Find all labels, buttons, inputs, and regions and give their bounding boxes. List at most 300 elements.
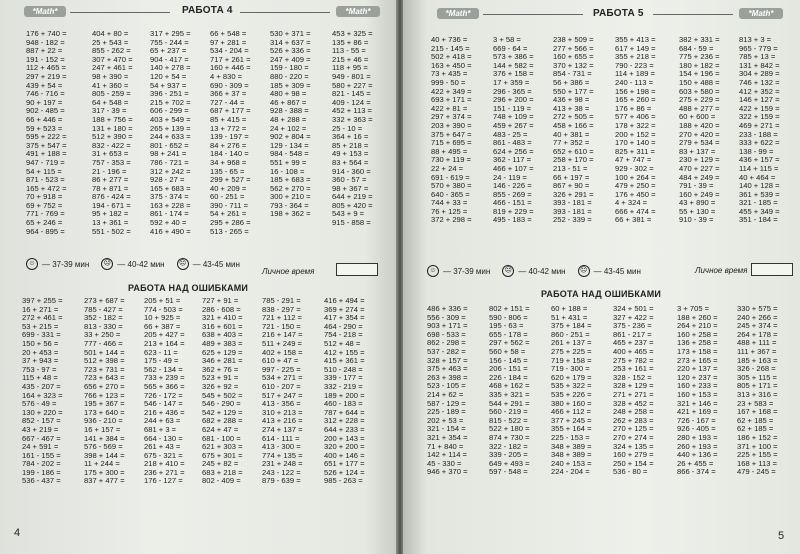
exercise: 60 - 251 = xyxy=(210,192,245,202)
exercise: 78 + 871 = xyxy=(92,183,129,193)
exercise: 191 - 152 = xyxy=(26,54,65,64)
exercise: 264 + 210 = xyxy=(677,321,718,331)
exercise: 45 - 330 = xyxy=(427,458,462,468)
exercise-column xyxy=(324,297,380,486)
exercise: 189 + 200 = xyxy=(324,390,365,400)
exercise: 320 + 200 = xyxy=(324,442,365,452)
exercise: 802 - 409 = xyxy=(202,476,241,486)
exercise: 682 + 288 = xyxy=(202,416,243,426)
exercise: 522 + 180 = xyxy=(489,424,530,434)
corrections-grid xyxy=(427,305,793,477)
exercise: 244 + 633 = xyxy=(150,132,191,142)
exercise: 173 + 640 = xyxy=(84,407,125,417)
exercise: 297 + 219 = xyxy=(26,71,67,81)
exercise: 511 + 249 = xyxy=(262,338,302,348)
exercise: 546 - 290 = xyxy=(202,399,241,409)
exercise: 163 + 228 = xyxy=(150,200,191,210)
exercise: 404 + 80 = xyxy=(92,29,129,38)
exercise: 310 + 213 = xyxy=(262,407,303,417)
exercise: 146 - 226 = xyxy=(493,181,532,191)
exercise: 271 + 271 = xyxy=(613,389,654,399)
exercise: 469 + 271 = xyxy=(739,120,780,130)
exercise: 371 + 100 = xyxy=(737,441,778,451)
exercise: 690 - 309 = xyxy=(210,80,249,90)
exercise: 243 - 122 = xyxy=(262,467,301,477)
exercise: 252 - 339 = xyxy=(553,215,592,225)
exercise-column xyxy=(737,305,793,477)
exercise: 786 - 721 = xyxy=(150,157,189,167)
exercise: 458 + 166 = xyxy=(553,120,594,130)
exercise: 51 + 431 = xyxy=(551,312,588,322)
page-number: 4 xyxy=(14,527,21,539)
exercise: 480 + 98 = xyxy=(270,89,307,99)
exercise: 247 + 461 = xyxy=(92,63,133,73)
exercise: 903 + 171 = xyxy=(427,321,468,331)
exercise: 270 + 274 = xyxy=(613,432,654,442)
exercise: 321 - 185 = xyxy=(739,198,778,208)
exercise: 154 + 196 = xyxy=(679,69,720,79)
exercise: 62 + 185 = xyxy=(737,424,774,434)
exercise: 785 + 13 = xyxy=(739,52,776,62)
exercise: 393 - 181 = xyxy=(553,206,592,216)
exercise: 382 + 331 = xyxy=(679,35,720,44)
exercise: 366 + 37 = xyxy=(210,89,247,99)
exercise: 272 + 505 = xyxy=(553,112,594,122)
exercise: 64 + 548 = xyxy=(92,97,129,107)
exercise: 691 - 619 = xyxy=(431,172,470,182)
exercise-column xyxy=(739,36,797,225)
exercise: 393 - 181 = xyxy=(553,198,592,208)
exercise: 656 + 270 = xyxy=(84,381,125,391)
exercise: 512 + 48 = xyxy=(324,338,361,348)
exercise: 296 - 365 = xyxy=(493,86,532,96)
exercise: 576 - 49 = xyxy=(22,399,57,409)
exercise: 793 - 364 = xyxy=(270,200,309,210)
exercise: 470 + 227 = xyxy=(679,163,720,173)
exercise: 495 - 183 = xyxy=(493,215,532,225)
exercise: 852 - 157 = xyxy=(22,416,61,426)
exercise: 413 + 216 = xyxy=(262,416,303,426)
exercise: 55 + 130 = xyxy=(679,206,716,216)
exercise: 328 - 152 = xyxy=(613,372,652,382)
exercise: 652 + 610 = xyxy=(553,146,594,156)
exercise: 802 + 151 = xyxy=(489,304,530,313)
exercise: 486 + 336 = xyxy=(427,304,468,313)
exercise: 466 + 112 = xyxy=(551,407,591,417)
exercise: 270 + 125 = xyxy=(613,424,654,434)
exercise: 175 + 300 = xyxy=(84,467,125,477)
exercise: 715 + 695 = xyxy=(431,138,472,148)
exercise: 76 + 125 = xyxy=(431,206,468,216)
exercise: 534 + 271 = xyxy=(262,373,303,383)
exercise: 216 + 436 = xyxy=(144,407,185,417)
exercise: 422 + 159 = xyxy=(739,103,780,113)
exercise: 275 + 229 = xyxy=(679,95,720,105)
left-page xyxy=(0,0,397,554)
exercise: 231 + 248 = xyxy=(262,459,303,469)
header-logo-left: *Math* xyxy=(437,8,479,19)
exercise: 914 - 360 = xyxy=(332,166,371,176)
exercise: 346 + 281 = xyxy=(202,356,243,366)
exercise: 240 - 113 = xyxy=(615,77,654,87)
exercise: 902 + 804 = xyxy=(270,132,311,142)
exercise: 21 - 196 = xyxy=(92,166,127,176)
exercise: 160 + 655 = xyxy=(553,52,594,62)
exercise: 375 - 374 = xyxy=(150,192,189,202)
exercise: 214 + 62 = xyxy=(427,389,464,399)
exercise: 54 + 261 = xyxy=(210,209,247,219)
exercise: 43 + 890 = xyxy=(679,198,716,208)
exercise: 328 + 129 = xyxy=(613,381,654,391)
exercise: 517 + 247 = xyxy=(262,390,303,400)
exercise: 947 - 719 = xyxy=(26,157,65,167)
exercise: 926 - 405 = xyxy=(677,424,716,434)
exercise: 114 + 115 = xyxy=(739,163,779,173)
exercise: 328 + 157 = xyxy=(427,355,468,365)
exercise: 142 + 114 = xyxy=(427,450,467,460)
time-legend xyxy=(26,258,240,270)
exercise: 757 - 353 = xyxy=(92,157,131,167)
exercise: 265 + 139 = xyxy=(150,123,191,133)
exercise: 417 + 354 = xyxy=(324,313,365,323)
exercise: 774 + 135 = xyxy=(262,450,303,460)
exercise: 49 + 153 = xyxy=(332,149,369,159)
exercise: 218 + 410 = xyxy=(144,459,185,469)
exercise: 866 - 374 = xyxy=(677,467,716,477)
exercise: 324 + 135 = xyxy=(613,441,654,451)
personal-time-box[interactable] xyxy=(751,263,793,276)
exercise-column xyxy=(431,36,493,225)
exercise: 131 + 842 = xyxy=(739,60,780,70)
exercise: 675 + 301 = xyxy=(202,450,243,460)
exercise: 53 + 215 = xyxy=(22,321,59,331)
section-subtitle: РАБОТА НАД ОШИБКАМИ xyxy=(541,289,662,299)
page-title: РАБОТА 4 xyxy=(182,5,233,16)
exercise: 460 - 183 = xyxy=(324,399,363,409)
exercise-column xyxy=(427,305,489,477)
exercise: 501 + 144 = xyxy=(84,347,125,357)
personal-time-box[interactable] xyxy=(336,263,378,276)
exercise: 332 + 363 = xyxy=(332,114,373,124)
exercise: 115 + 48 = xyxy=(22,373,58,383)
exercise: 140 + 128 = xyxy=(739,181,780,191)
exercise: 205 + 427 = xyxy=(144,330,185,340)
exercise: 362 - 117 = xyxy=(493,155,532,165)
exercise: 165 + 472 = xyxy=(26,183,67,193)
sad-face-icon: ☹ xyxy=(177,258,189,270)
legend-label: — 40-42 мин xyxy=(518,266,566,276)
exercise: 260 + 193 = xyxy=(677,441,718,451)
exercise: 37 + 943 = xyxy=(22,356,59,366)
exercise: 135 - 65 = xyxy=(210,166,245,176)
exercise: 300 + 210 = xyxy=(270,192,311,202)
exercise: 479 - 245 = xyxy=(737,467,776,477)
exercise: 46 + 867 = xyxy=(270,97,307,107)
exercise: 805 + 171 = xyxy=(737,381,778,391)
exercise: 946 + 370 = xyxy=(427,467,468,477)
exercise: 380 + 160 = xyxy=(551,398,592,408)
exercise: 777 - 466 = xyxy=(84,338,123,348)
page-title: РАБОТА 5 xyxy=(593,8,644,19)
exercise: 624 + 47 = xyxy=(202,424,239,434)
exercise: 200 + 143 = xyxy=(324,433,365,443)
exercise: 33 + 250 = xyxy=(84,330,121,340)
exercise: 681 - 100 = xyxy=(202,433,241,443)
exercise: 949 - 801 = xyxy=(332,71,371,81)
exercise: 274 + 137 = xyxy=(262,424,303,434)
exercise: 23 + 583 = xyxy=(737,398,774,408)
exercise: 535 + 322 = xyxy=(551,381,592,391)
exercise: 479 + 250 = xyxy=(615,181,656,191)
exercise: 997 - 225 = xyxy=(262,364,301,374)
exercise: 56 + 386 = xyxy=(553,77,590,87)
exercise: 330 + 575 = xyxy=(737,304,778,313)
exercise: 592 + 40 = xyxy=(150,218,187,228)
exercise: 546 - 147 = xyxy=(144,399,183,409)
exercise: 3 + 705 = xyxy=(677,304,710,313)
neutral-face-icon: ☹ xyxy=(502,265,514,277)
exercise: 413 + 38 = xyxy=(553,103,590,113)
exercise: 98 + 390 = xyxy=(92,71,129,81)
exercise-column xyxy=(26,30,92,236)
exercise-column xyxy=(202,297,262,486)
exercise: 194 - 671 = xyxy=(92,200,131,210)
exercise: 733 + 239 = xyxy=(144,373,185,383)
exercise: 355 + 164 = xyxy=(551,424,592,434)
exercise: 530 + 371 = xyxy=(270,29,311,38)
exercise: 721 + 112 = xyxy=(262,313,302,323)
exercise: 664 - 130 = xyxy=(144,433,183,443)
exercise: 326 + 92 = xyxy=(202,381,239,391)
exercise: 523 + 91 = xyxy=(202,373,239,383)
exercise: 327 + 422 = xyxy=(613,312,654,322)
exercise: 838 - 297 = xyxy=(262,304,301,314)
exercise: 375 + 184 = xyxy=(551,321,592,331)
exercise: 17 + 359 = xyxy=(493,77,530,87)
exercise: 542 + 129 = xyxy=(202,407,243,417)
exercise: 236 + 271 = xyxy=(144,467,185,477)
exercise: 135 + 86 = xyxy=(332,37,369,47)
exercise: 195 + 367 = xyxy=(84,399,125,409)
exercise: 185 + 683 = xyxy=(270,175,311,185)
exercise: 372 + 298 = xyxy=(431,215,472,225)
exercise: 440 + 136 = xyxy=(677,450,718,460)
exercise: 871 - 523 = xyxy=(26,175,65,185)
header-rule-left xyxy=(70,12,170,13)
exercise: 416 + 494 = xyxy=(324,296,365,305)
exercise: 90 + 197 = xyxy=(26,97,63,107)
exercise: 160 + 233 = xyxy=(677,381,718,391)
exercise: 150 + 56 = xyxy=(22,338,59,348)
exercise: 854 - 731 = xyxy=(553,69,592,79)
exercise: 202 + 53 = xyxy=(427,415,464,425)
exercise: 238 + 509 = xyxy=(553,35,594,44)
exercise: 47 + 747 = xyxy=(615,155,652,165)
exercise: 195 - 63 = xyxy=(489,321,524,331)
exercise: 726 - 167 = xyxy=(677,415,716,425)
exercise: 161 - 155 = xyxy=(22,450,61,460)
exercise: 400 + 146 = xyxy=(324,450,365,460)
exercise: 160 + 258 = xyxy=(677,329,718,339)
exercise: 273 + 687 = xyxy=(84,296,125,305)
exercise: 755 - 244 = xyxy=(150,37,189,47)
exercise: 483 - 25 = xyxy=(493,129,528,139)
exercise-column xyxy=(22,297,84,486)
exercise: 377 + 245 = xyxy=(551,415,592,425)
exercise: 65 + 237 = xyxy=(150,46,187,56)
header-logo-right: *Math* xyxy=(336,6,380,17)
exercise: 717 + 261 = xyxy=(210,54,251,64)
exercise: 535 + 226 = xyxy=(551,389,592,399)
exercise: 902 - 485 = xyxy=(26,106,65,116)
exercise: 60 + 600 = xyxy=(679,112,716,122)
exercise: 262 + 283 = xyxy=(613,415,654,425)
exercise-column xyxy=(332,30,388,236)
exercise: 326 + 291 = xyxy=(553,189,594,199)
corrections-grid xyxy=(22,297,380,486)
exercise: 275 + 782 = xyxy=(613,355,654,365)
legend-label: — 43-45 мин xyxy=(192,259,240,269)
exercise: 188 + 756 = xyxy=(92,114,133,124)
exercise: 13 + 772 = xyxy=(210,123,247,133)
exercise: 621 + 303 = xyxy=(202,442,243,452)
exercise: 71 + 840 = xyxy=(427,441,464,451)
exercise: 610 - 207 = xyxy=(262,381,301,391)
exercise: 98 + 241 = xyxy=(150,149,187,159)
exercise: 54 + 115 = xyxy=(26,166,62,176)
exercise: 77 + 352 = xyxy=(553,138,590,148)
exercise: 62 + 185 = xyxy=(737,415,774,425)
exercise: 683 + 218 = xyxy=(202,467,243,477)
exercise: 131 + 180 = xyxy=(92,123,133,133)
exercise: 160 + 153 = xyxy=(677,389,718,399)
exercise: 805 - 259 = xyxy=(92,89,131,99)
exercise: 95 + 182 = xyxy=(92,209,129,219)
exercise: 832 - 422 = xyxy=(92,140,131,150)
legend-label: — 37-39 мин xyxy=(443,266,491,276)
exercise: 48 + 288 = xyxy=(270,114,307,124)
exercise: 10 + 925 = xyxy=(144,313,181,323)
exercise: 603 + 580 = xyxy=(679,86,720,96)
exercise: 675 - 321 = xyxy=(144,450,183,460)
exercise: 666 + 474 = xyxy=(615,206,656,216)
exercise: 205 + 51 = xyxy=(144,296,181,305)
exercise: 88 + 495 = xyxy=(431,146,468,156)
exercise: 273 + 165 = xyxy=(677,355,718,365)
exercise: 727 - 44 = xyxy=(210,97,245,107)
exercise: 140 + 278 = xyxy=(150,63,191,73)
exercise: 43 + 219 = xyxy=(22,424,59,434)
exercise: 225 - 153 = xyxy=(551,432,590,442)
exercise: 723 + 643 = xyxy=(84,373,125,383)
exercise: 70 + 918 = xyxy=(26,192,63,202)
time-legend xyxy=(427,265,641,277)
exercise-column xyxy=(677,305,737,477)
exercise: 861 - 217 = xyxy=(613,329,652,339)
exercise: 113 - 55 = xyxy=(332,46,366,56)
exercise: 999 - 50 = xyxy=(431,77,466,87)
exercise: 84 + 276 = xyxy=(210,140,247,150)
header-logo-left: *Math* xyxy=(24,6,66,17)
legend-label: — 40-42 мин xyxy=(117,259,165,269)
exercise: 819 + 229 = xyxy=(493,206,534,216)
exercise: 655 - 178 = xyxy=(489,329,528,339)
exercise: 25 + 543 = xyxy=(92,37,129,47)
exercise: 13 + 361 = xyxy=(92,218,129,228)
exercise: 244 + 63 = xyxy=(144,416,181,426)
exercise: 139 - 197 = xyxy=(210,132,249,142)
exercise: 421 + 169 = xyxy=(677,407,718,417)
exercise: 176 + 86 = xyxy=(615,103,652,113)
exercise: 369 + 274 = xyxy=(324,304,365,314)
exercise-column xyxy=(489,305,551,477)
exercise: 455 + 349 = xyxy=(739,206,780,216)
exercise: 510 - 248 = xyxy=(324,364,363,374)
exercise: 936 - 210 = xyxy=(84,416,123,426)
exercise: 595 + 222 = xyxy=(26,132,67,142)
sad-face-icon: ☹ xyxy=(578,265,590,277)
exercise: 240 + 266 = xyxy=(737,312,778,322)
exercise: 261 + 43 = xyxy=(144,442,181,452)
exercise: 339 - 205 = xyxy=(489,450,528,460)
exercise: 565 + 366 = xyxy=(144,381,185,391)
exercise: 687 + 177 = xyxy=(210,106,251,116)
exercise: 721 - 150 = xyxy=(262,321,301,331)
smile-face-icon: ☺ xyxy=(427,265,439,277)
exercise: 360 - 57 = xyxy=(332,175,367,185)
exercise: 910 - 39 = xyxy=(679,215,714,225)
exercise: 623 - 11 = xyxy=(144,347,178,357)
exercise: 753 - 97 = xyxy=(22,364,57,374)
exercise: 415 + 361 = xyxy=(324,356,365,366)
exercise: 413 - 356 = xyxy=(262,399,301,409)
exercise: 573 + 386 = xyxy=(493,52,534,62)
exercise: 286 - 608 = xyxy=(202,304,241,314)
exercise: 150 + 488 = xyxy=(679,77,720,87)
exercise: 543 + 9 = xyxy=(332,209,365,219)
exercise: 317 - 39 = xyxy=(92,106,127,116)
exercise: 617 + 149 = xyxy=(615,43,656,53)
exercise: 855 - 262 = xyxy=(92,46,131,56)
exercise: 120 + 237 = xyxy=(677,372,718,382)
exercise: 748 + 109 = xyxy=(493,112,534,122)
exercise: 98 + 367 = xyxy=(332,183,369,193)
exercise: 727 + 91 = xyxy=(202,296,239,305)
exercise: 964 - 895 = xyxy=(26,226,65,236)
exercise: 16 - 108 = xyxy=(270,166,305,176)
exercise-grid xyxy=(431,36,797,225)
exercise: 233 - 188 = xyxy=(739,129,778,139)
exercise: 855 - 269 = xyxy=(493,189,532,199)
exercise: 322 - 182 = xyxy=(489,441,528,451)
exercise: 112 + 465 = xyxy=(26,63,66,73)
exercise: 279 + 534 = xyxy=(679,138,720,148)
exercise: 317 + 295 = xyxy=(150,29,191,38)
exercise: 928 - 388 = xyxy=(270,106,309,116)
exercise: 245 + 82 = xyxy=(202,459,239,469)
exercise: 66 + 381 = xyxy=(615,215,652,225)
exercise: 413 - 300 = xyxy=(262,442,301,452)
exercise: 25 - 10 = xyxy=(332,123,363,133)
exercise: 723 + 731 = xyxy=(84,364,125,374)
exercise: 576 - 569 = xyxy=(84,442,123,452)
exercise: 213 - 51 = xyxy=(553,163,588,173)
neutral-face-icon: ☹ xyxy=(101,258,113,270)
exercise: 314 + 637 = xyxy=(270,37,311,47)
exercise: 396 - 251 = xyxy=(150,89,189,99)
exercise: 307 + 470 = xyxy=(92,54,133,64)
exercise: 512 + 398 = xyxy=(84,356,125,366)
